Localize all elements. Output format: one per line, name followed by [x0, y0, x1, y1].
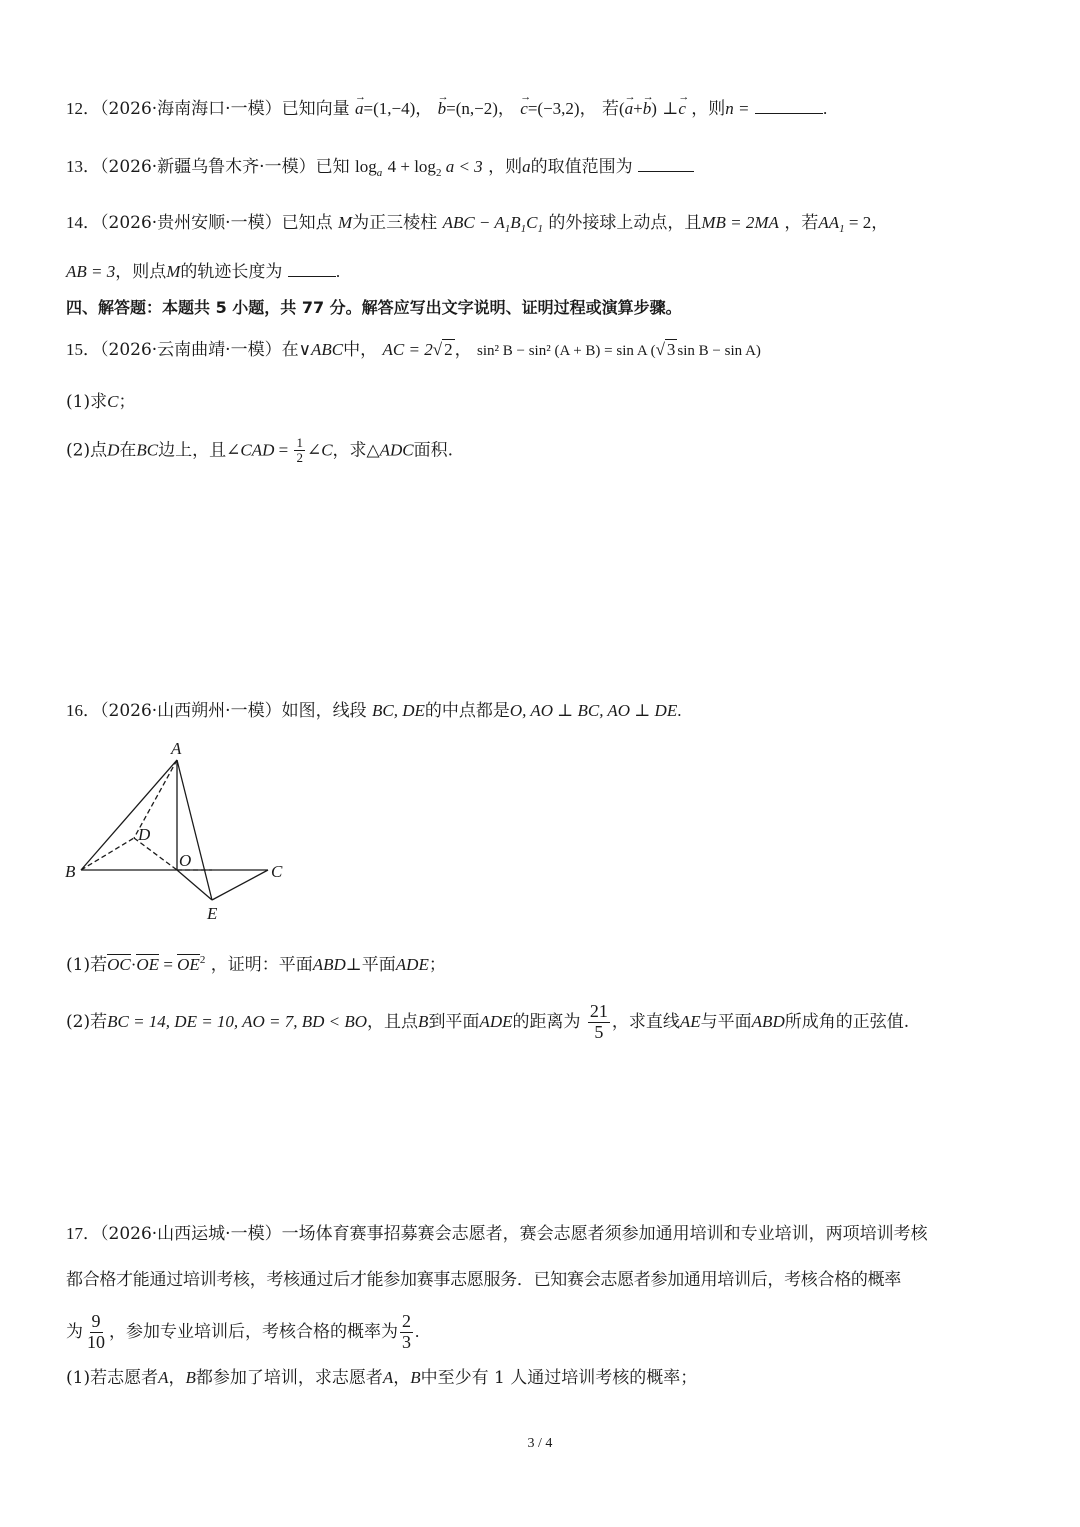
question-16-part1: (1)若$OC\cdot OE = OE^2$ ，证明：平面ABD⊥平面ADE；	[66, 954, 446, 975]
question-15-part2: (2)点D在BC边上，且∠CAD = $\frac{1}{2}$ ∠C，求△ADC面积.	[66, 435, 454, 466]
question-17-line3: 为 $\frac{9}{10}$ ，参加专业培训后，考核合格的概率为 $\frac{2}{3}$ .	[66, 1311, 420, 1352]
fraction-distance: $\frac{21}{5}$	[589, 1001, 608, 1042]
question-17-part1: (1)若志愿者A，B都参加了培训，求志愿者A，B中至少有 1 人通过培训考核的概率；	[66, 1368, 698, 1388]
point-label-b: B	[65, 862, 76, 881]
geometry-figure	[60, 732, 300, 924]
question-17-line2: 都合格才能通过培训考核，考核通过后才能参加赛事志愿服务．已知赛会志愿者参加通用培训后，考核合格的概率	[66, 1270, 901, 1290]
question-16-part2: (2)若BC = 14, DE = 10, AO = 7, BD < BO，且点B到平面ADE的距离为 $\frac{21}{5}$ ，求直线AE与平面ABD所成角的正弦值.	[66, 1001, 910, 1042]
question-17-line1: 17．（2026·山西运城·一模）一场体育赛事招募赛会志愿者，赛会志愿者须参加通用培训和专业培训，两项培训考核	[66, 1224, 928, 1244]
question-12: 12．（2026·海南海口·一模）已知向量 → a=(1,−4)， → b=(n,−2)， → c=(−3,2)， 若(→ a+→ b) ⊥→ c ，则n = .	[66, 97, 827, 121]
question-14-line1: 14．（2026·贵州安顺·一模）已知点 M为正三棱柱 ABC − $A_1B_1C_1$ 的外接球上动点，且MB = 2MA ，若$AA_1 = 2$，	[66, 213, 889, 235]
section-heading: 四、解答题：本题共 5 小题，共 77 分。解答应写出文字说明、证明过程或演算步骤。	[66, 298, 682, 317]
point-label-a: A	[171, 739, 182, 758]
question-13: 13．（2026·新疆乌鲁木齐·一模）已知 $\log_a 4 + \log_2 a < 3$ ，则a的取值范围为	[66, 155, 694, 185]
question-16: 16．（2026·山西朔州·一模）如图，线段 BC, DE的中点都是O, AO ⊥ BC, AO ⊥ DE.	[66, 701, 682, 721]
answer-blank-13[interactable]	[638, 157, 694, 172]
answer-blank-12[interactable]	[755, 99, 823, 114]
question-15: 15．（2026·云南曲靖·一模）在∨ABC中， AC = 2√ 2 ， sin² B − sin² (A + B) = sin A (√ 3 sin B − sin A)	[66, 340, 761, 360]
question-14-line2: AB = 3，则点M的轨迹长度为 .	[66, 262, 341, 282]
point-label-c: C	[271, 862, 283, 881]
answer-blank-14[interactable]	[288, 262, 336, 277]
fraction-special-pass: $\frac{2}{3}$	[402, 1311, 411, 1352]
question-15-part1: (1)求C；	[66, 392, 136, 412]
page-number: 3 / 4	[527, 1436, 553, 1451]
point-label-d: D	[138, 825, 151, 844]
fraction-general-pass: $\frac{9}{10}$	[87, 1311, 105, 1352]
fraction-half: $\frac{1}{2}$	[296, 435, 303, 466]
point-label-o: O	[179, 851, 192, 870]
point-label-e: E	[207, 904, 218, 923]
